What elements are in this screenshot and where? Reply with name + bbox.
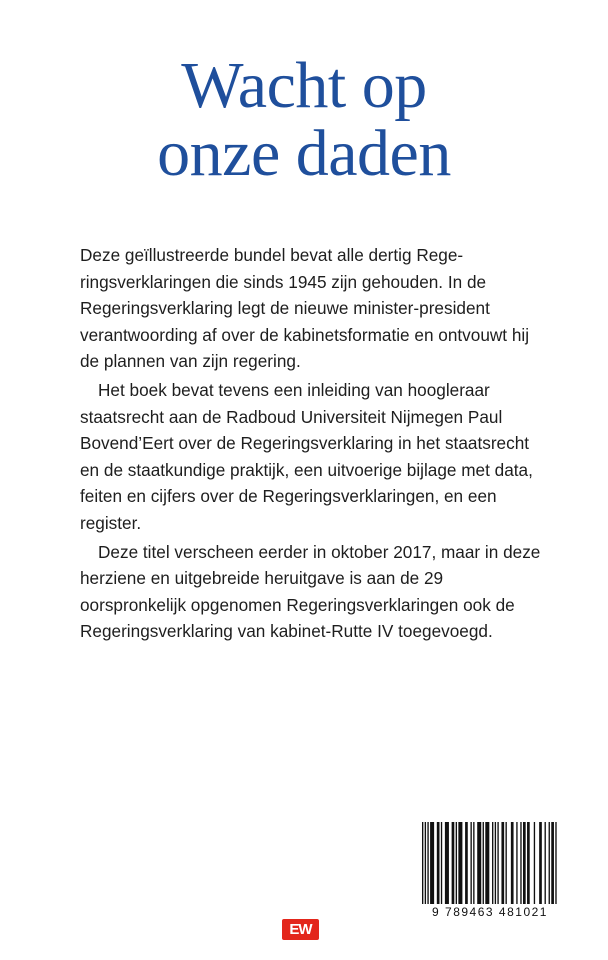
barcode-bar	[470, 822, 471, 904]
barcode-bar	[495, 822, 496, 904]
barcode-bar	[427, 822, 428, 904]
book-title-line-2: onze daden	[157, 117, 451, 190]
blurb-paragraph-1: Deze geïllustreerde bundel bevat alle dertig Regeringsverklaringen die sinds 1945 zijn gehouden. In de Regeringsverklaring legt de nieuwe minister-president verantwoording af over de kabinetsformatie en ontvouwt hij de plannen van zijn regering.	[80, 245, 530, 372]
barcode-bar	[545, 822, 546, 904]
book-title	[0, 49, 608, 190]
barcode-bar	[422, 822, 423, 904]
barcode-bar	[551, 822, 554, 904]
blurb	[80, 242, 550, 645]
barcode-bar	[445, 822, 449, 904]
barcode-bar	[483, 822, 484, 904]
barcode-bar	[511, 822, 514, 904]
barcode-bar	[452, 822, 455, 904]
barcode-bar	[527, 822, 530, 904]
barcode-bar	[485, 822, 489, 904]
isbn-barcode	[410, 812, 570, 924]
barcode-bar	[520, 822, 521, 904]
barcode-bar	[497, 822, 498, 904]
barcode-bar	[539, 822, 542, 904]
barcode-bar	[492, 822, 493, 904]
barcode-bar	[523, 822, 526, 904]
barcode-bar	[430, 822, 434, 904]
publisher-logo	[282, 919, 319, 940]
barcode-bar	[441, 822, 442, 904]
barcode-bar	[516, 822, 517, 904]
barcode-bar	[555, 822, 556, 904]
barcode-bar	[534, 822, 535, 904]
barcode-bar	[477, 822, 481, 904]
book-title-line-1: Wacht op	[181, 49, 427, 122]
barcode-bar	[501, 822, 504, 904]
barcode-bar	[425, 822, 426, 904]
barcode-bar	[549, 822, 550, 904]
barcode-bar	[437, 822, 440, 904]
blurb-paragraph-3: Deze titel verscheen eerder in oktober 2017, maar in deze herziene en uitgebreide heruitgave is aan de 29 oorspronkelijk opgenomen Regeringsverklaringen ook de Regeringsverklaring van kabinet-Rutte IV toegevoegd.	[80, 541, 541, 642]
barcode-bars-icon	[422, 822, 558, 904]
publisher-logo-text: EW	[289, 921, 312, 938]
barcode-bar	[456, 822, 457, 904]
barcode-bar	[465, 822, 468, 904]
barcode-bar	[473, 822, 474, 904]
barcode-number: 9 789463 481021	[432, 905, 548, 919]
blurb-paragraph-2: Het boek bevat tevens een inleiding van hoogleraar staatsrecht aan de Radboud Universiteit Nijmegen Paul Bovend’Eert over de Regeringsverklaring in het staatsrecht en de staatkundige praktijk, een uitvoerige bijlage met data, feiten en cijfers over de Regeringsverklaringen, en een register.	[80, 379, 533, 533]
barcode-bar	[505, 822, 506, 904]
barcode-bar	[458, 822, 462, 904]
